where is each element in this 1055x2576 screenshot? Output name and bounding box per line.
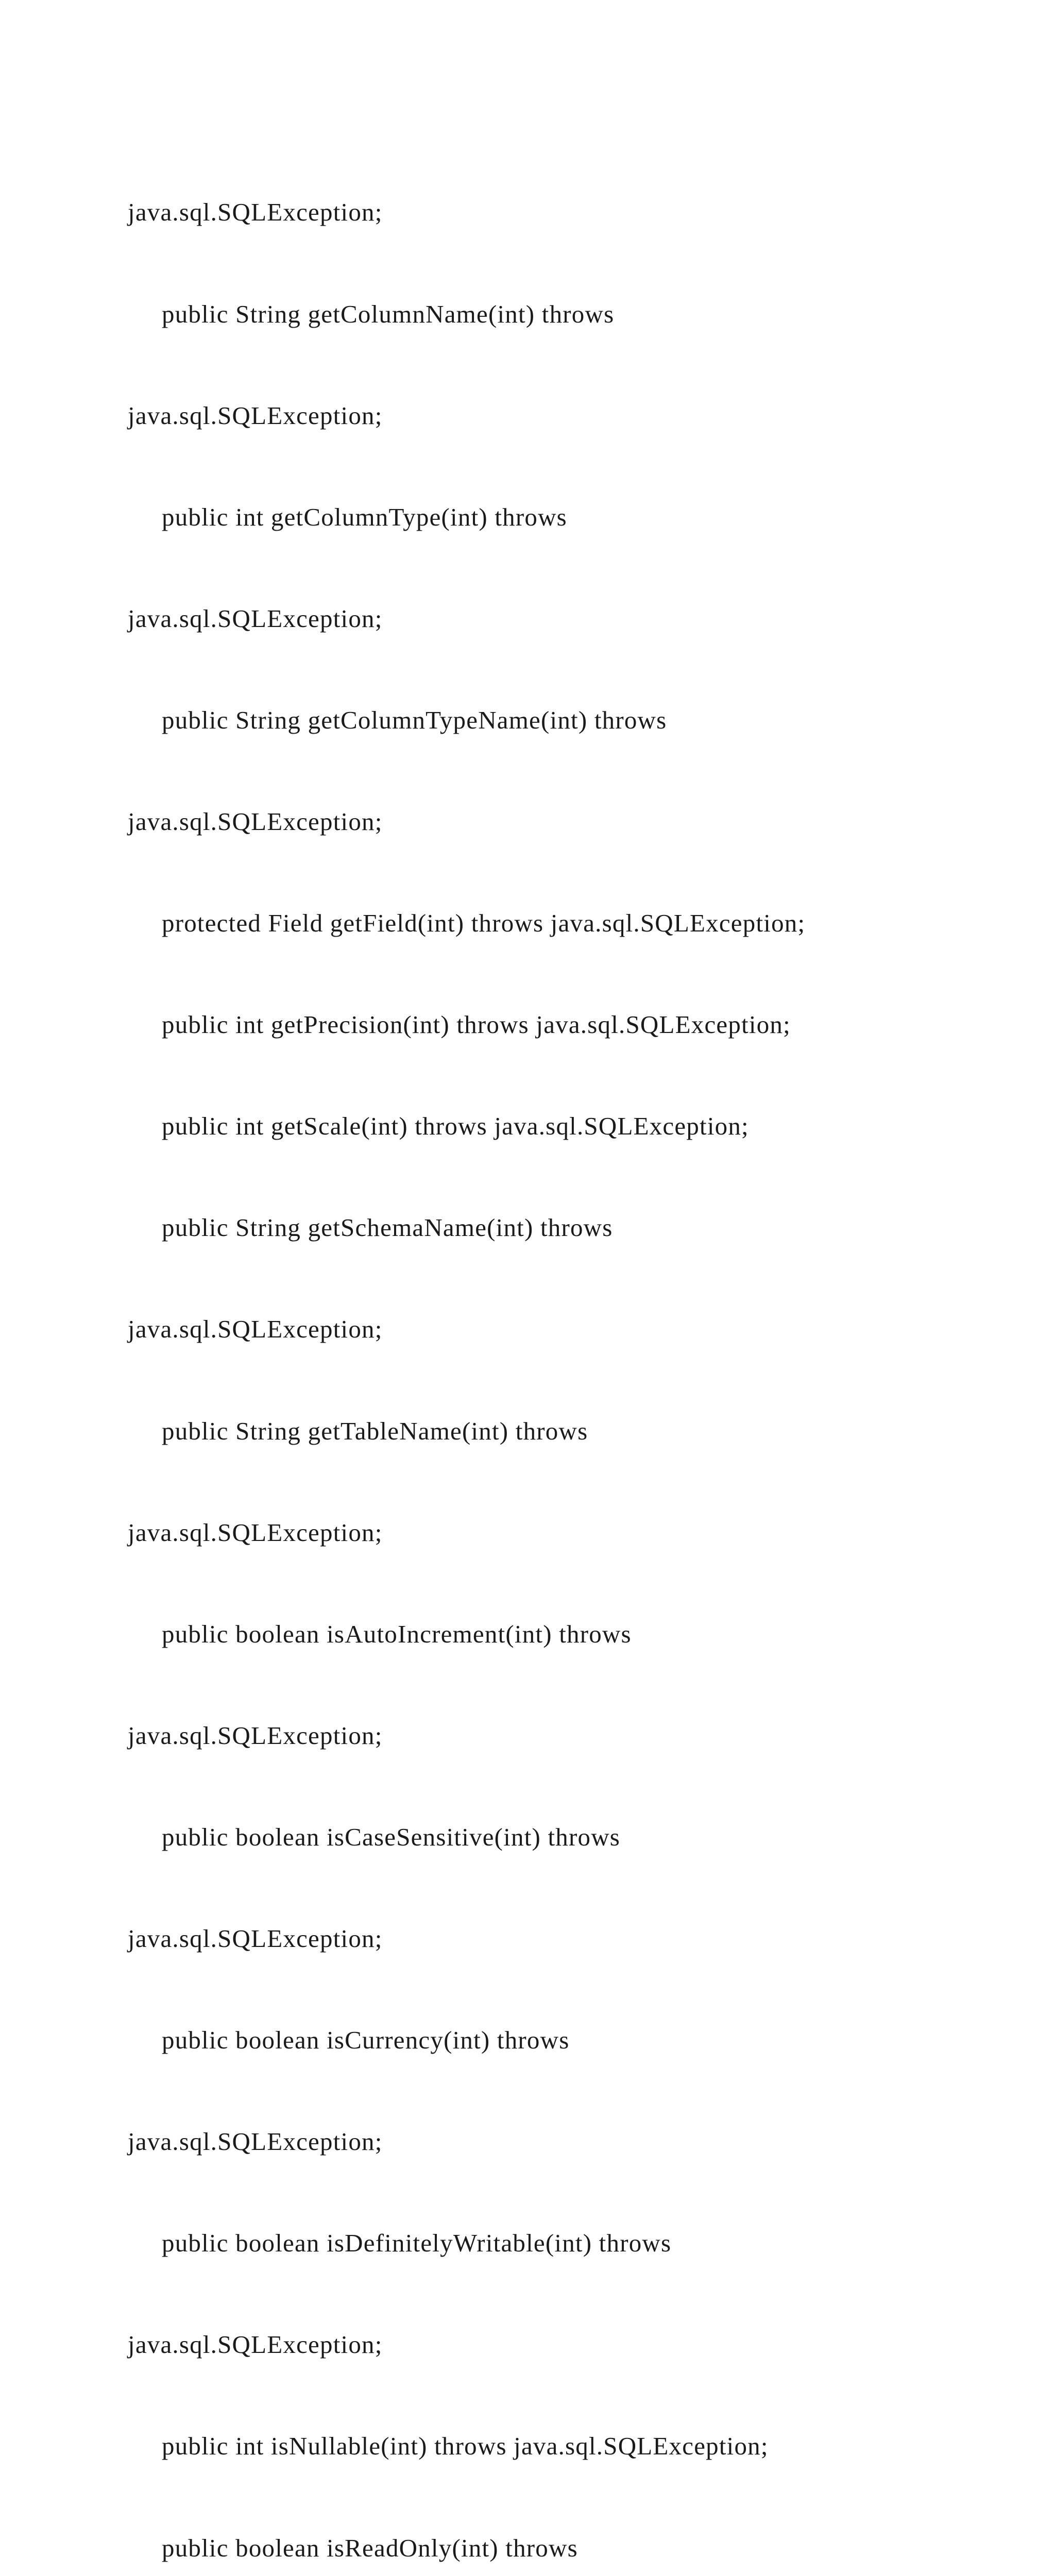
text-line: protected Field getField(int) throws java.sql.SQLException; bbox=[162, 909, 806, 938]
text-line: java.sql.SQLException; bbox=[128, 1518, 383, 1547]
text-line: public String getColumnName(int) throws bbox=[162, 299, 615, 328]
text-line: java.sql.SQLException; bbox=[128, 2330, 383, 2359]
text-line: public String getSchemaName(int) throws bbox=[162, 1213, 613, 1242]
text-line: public boolean isCaseSensitive(int) throws bbox=[162, 1822, 621, 1851]
text-line: public int getScale(int) throws java.sql.SQLException; bbox=[162, 1112, 749, 1141]
text-line: public boolean isReadOnly(int) throws bbox=[162, 2533, 578, 2562]
text-line: public int getColumnType(int) throws bbox=[162, 502, 567, 531]
text-line: java.sql.SQLException; bbox=[128, 198, 383, 227]
text-line: public boolean isAutoIncrement(int) throws bbox=[162, 1619, 632, 1648]
text-line: java.sql.SQLException; bbox=[128, 1721, 383, 1750]
text-line: public String getColumnTypeName(int) throws bbox=[162, 705, 667, 734]
text-line: java.sql.SQLException; bbox=[128, 2127, 383, 2156]
text-line: java.sql.SQLException; bbox=[128, 807, 383, 836]
text-line: public String getTableName(int) throws bbox=[162, 1416, 588, 1445]
text-line: public int getPrecision(int) throws java.sql.SQLException; bbox=[162, 1010, 791, 1039]
code-listing bbox=[128, 128, 942, 2576]
text-line: java.sql.SQLException; bbox=[128, 401, 383, 430]
text-line: java.sql.SQLException; bbox=[128, 1315, 383, 1344]
text-line: java.sql.SQLException; bbox=[128, 1924, 383, 1953]
text-line: public boolean isCurrency(int) throws bbox=[162, 2026, 570, 2055]
text-line: public int isNullable(int) throws java.sql.SQLException; bbox=[162, 2432, 769, 2461]
text-line: java.sql.SQLException; bbox=[128, 604, 383, 633]
text-line: public boolean isDefinitelyWritable(int) throws bbox=[162, 2229, 672, 2258]
